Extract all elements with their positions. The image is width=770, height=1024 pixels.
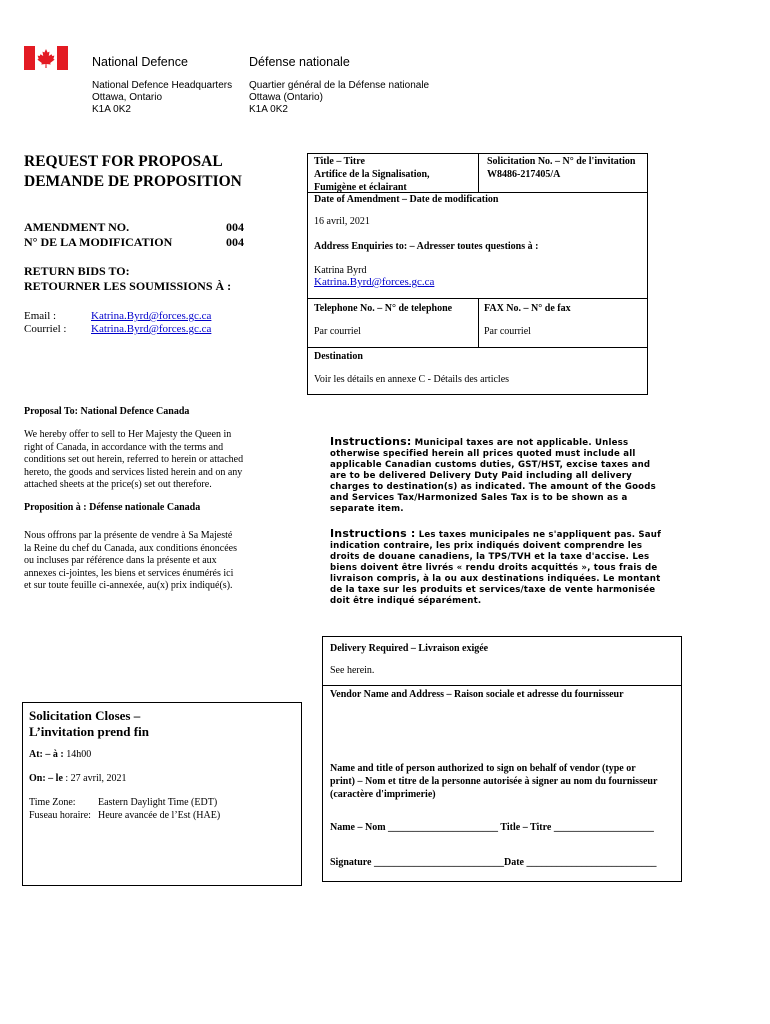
- vendor-label: Vendor Name and Address – Raison sociale et adresse du fournisseur: [330, 689, 624, 700]
- text-line: otherwise specified herein all prices quoted must include all: [330, 449, 636, 459]
- date-label: Date: [504, 857, 524, 868]
- email-labels: [24, 310, 66, 336]
- text-line: annexes ci-jointes, les biens et services énumérés ici: [24, 567, 234, 579]
- amendment-label-fr: N° DE LA MODIFICATION: [24, 235, 173, 249]
- amendment-value-fr: 004: [226, 235, 244, 249]
- text-line: hereto, the goods and services listed herein and on any: [24, 466, 243, 478]
- text-line: print) – Nom et titre de la personne autorisée à signer au nom du fournisseur: [330, 776, 658, 787]
- tz-value-fr: Heure avancée de l’Est (HAE): [98, 809, 221, 821]
- rfp-title-fr: DEMANDE DE PROPOSITION: [24, 173, 242, 190]
- text-line: doit être indiqué séparément.: [330, 596, 482, 606]
- address-en: [92, 80, 232, 116]
- address-line: K1A 0K2: [92, 104, 131, 115]
- text-line: et sur toute feuille ci-annexée, au(x) prix indiqué(s).: [24, 580, 233, 591]
- fax-value: Par courriel: [484, 326, 531, 337]
- courriel-label: Courriel :: [24, 323, 67, 335]
- enquiries-label: Address Enquiries to: – Adresser toutes questions à :: [314, 241, 539, 252]
- destination-value: Voir les détails en annexe C - Détails des articles: [314, 374, 510, 385]
- text-line: We hereby offer to sell to Her Majesty the Queen in: [24, 429, 232, 440]
- canada-flag-icon: [24, 46, 68, 70]
- signature-field[interactable]: __________________________: [374, 857, 504, 868]
- text-line: attached sheets at the price(s) set out therefore.: [24, 479, 212, 490]
- solicitation-value: W8486-217405/A: [487, 169, 561, 180]
- text-line: livraison compris, à la ou aux destinations indiquées. Le montant: [330, 574, 661, 584]
- closing-date: [29, 773, 127, 784]
- enquiries-email[interactable]: Katrina.Byrd@forces.gc.ca: [314, 276, 435, 288]
- tz-value-en: Eastern Daylight Time (EDT): [98, 797, 218, 808]
- date-field[interactable]: __________________________: [526, 857, 657, 868]
- address-line: Quartier général de la Défense nationale: [249, 80, 430, 91]
- email-label: Email :: [24, 310, 57, 322]
- address-line: National Defence Headquarters: [92, 80, 233, 91]
- name-label: Name – Nom: [330, 822, 386, 833]
- title-value: Artifice de la Signalisation,: [314, 169, 430, 180]
- return-bids: [24, 264, 231, 294]
- delivery-value: See herein.: [330, 665, 375, 676]
- closes-title-en: Solicitation Closes –: [29, 708, 141, 723]
- delivery-label: Delivery Required – Livraison exigée: [330, 643, 489, 654]
- return-bids-fr: RETOURNER LES SOUMISSIONS À :: [24, 279, 232, 293]
- address-line: Ottawa (Ontario): [249, 92, 323, 103]
- on-value: : 27 avril, 2021: [62, 773, 127, 784]
- address-line: K1A 0K2: [249, 104, 288, 115]
- closes-title-fr: L’invitation prend fin: [29, 724, 149, 739]
- text-line: indication contraire, les prix indiqués doivent comprendre les: [330, 541, 643, 551]
- text-line: (caractère d'imprimerie): [330, 789, 436, 800]
- signature-label: Signature: [330, 857, 372, 868]
- text-line: Nous offrons par la présente de vendre à Sa Majesté: [24, 530, 233, 541]
- proposal-text-fr: [24, 530, 237, 593]
- time-zone: [29, 797, 220, 822]
- text-line: conditions set out herein, referred to herein or attached: [24, 454, 244, 465]
- amendment-date-value: 16 avril, 2021: [314, 216, 370, 227]
- solicitation-field: [487, 155, 635, 181]
- text-line: ou incluses par référence dans la présente et aux: [24, 555, 217, 566]
- closing-time: [29, 749, 91, 760]
- text-line: right of Canada, in accordance with the terms and: [24, 441, 224, 453]
- amendment-value: [226, 220, 244, 250]
- text-line: charges to destination(s) as indicated. The amount of the Goods: [330, 482, 656, 492]
- enquiries-name: Katrina Byrd: [314, 265, 367, 276]
- address-fr: [249, 80, 429, 116]
- email-links: [91, 310, 211, 336]
- authorized-person-label: [330, 762, 657, 801]
- text-line: applicable Canadian customs duties, GST/HST, excise taxes and: [330, 460, 651, 470]
- courriel-link[interactable]: Katrina.Byrd@forces.gc.ca: [91, 323, 212, 335]
- instructions-fr: [330, 528, 661, 607]
- text-line: droits de douane canadiens, la TPS/TVH et la taxe d'accise. Les: [330, 552, 650, 562]
- title-field: [314, 155, 430, 194]
- text-line: Municipal taxes are not applicable. Unless: [411, 438, 629, 448]
- title-label: Title – Titre: [500, 822, 552, 833]
- destination-label: Destination: [314, 351, 363, 362]
- dept-name-en: National Defence: [92, 55, 188, 69]
- instructions-heading-en: Instructions:: [330, 435, 412, 448]
- text-line: Les taxes municipales ne s'appliquent pas. Sauf: [415, 530, 662, 540]
- proposal-text-en: [24, 429, 243, 492]
- telephone-label: Telephone No. – N° de telephone: [314, 303, 453, 314]
- name-title-line: [330, 821, 654, 834]
- amendment-label-en: AMENDMENT NO.: [24, 220, 130, 234]
- title-value: Fumigène et éclairant: [314, 182, 407, 193]
- text-line: biens doivent être livrés « rendu droits acquittés », tous frais de: [330, 563, 658, 573]
- solicitation-label: Solicitation No. – N° de l'invitation: [487, 156, 636, 167]
- vendor-box: [322, 636, 682, 882]
- proposal-to-fr: Proposition à : Défense nationale Canada: [24, 502, 201, 513]
- address-line: Ottawa, Ontario: [92, 92, 163, 103]
- on-label: On: – le: [29, 773, 63, 784]
- signature-date-line: [330, 856, 657, 869]
- text-line: Name and title of person authorized to sign on behalf of vendor (type or: [330, 763, 636, 774]
- text-line: de la taxe sur les produits et services/taxe de vente harmonisée: [330, 585, 656, 595]
- dept-name-fr: Défense nationale: [249, 55, 350, 69]
- name-field[interactable]: ______________________: [388, 822, 499, 833]
- instructions-heading-fr: Instructions :: [330, 527, 416, 540]
- tz-label-fr: Fuseau horaire:: [29, 809, 91, 821]
- rfp-title-en: REQUEST FOR PROPOSAL: [24, 153, 223, 170]
- title-field[interactable]: ____________________: [553, 822, 654, 833]
- fax-label: FAX No. – N° de fax: [484, 303, 571, 314]
- proposal-to-en: Proposal To: National Defence Canada: [24, 406, 190, 417]
- amendment-date-label: Date of Amendment – Date de modification: [314, 194, 499, 205]
- return-bids-en: RETURN BIDS TO:: [24, 264, 130, 278]
- text-line: separate item.: [330, 504, 404, 514]
- instructions-en: [330, 436, 656, 515]
- title-label: Title – Titre: [314, 156, 365, 167]
- closes-title: [29, 708, 149, 740]
- text-line: la Reine du chef du Canada, aux conditions énoncées: [24, 542, 237, 554]
- amendment-label: [24, 220, 172, 250]
- at-label: At: – à :: [29, 749, 64, 760]
- rfp-title: [24, 152, 242, 192]
- telephone-value: Par courriel: [314, 326, 361, 337]
- email-link[interactable]: Katrina.Byrd@forces.gc.ca: [91, 310, 212, 322]
- tz-label-en: Time Zone:: [29, 797, 76, 808]
- at-value: 14h00: [63, 749, 92, 760]
- amendment-value-en: 004: [226, 220, 244, 234]
- text-line: are to be delivered Delivery Duty Paid including all delivery: [330, 471, 632, 481]
- text-line: and Services Tax/Harmonized Sales Tax is to be shown as a: [330, 493, 628, 503]
